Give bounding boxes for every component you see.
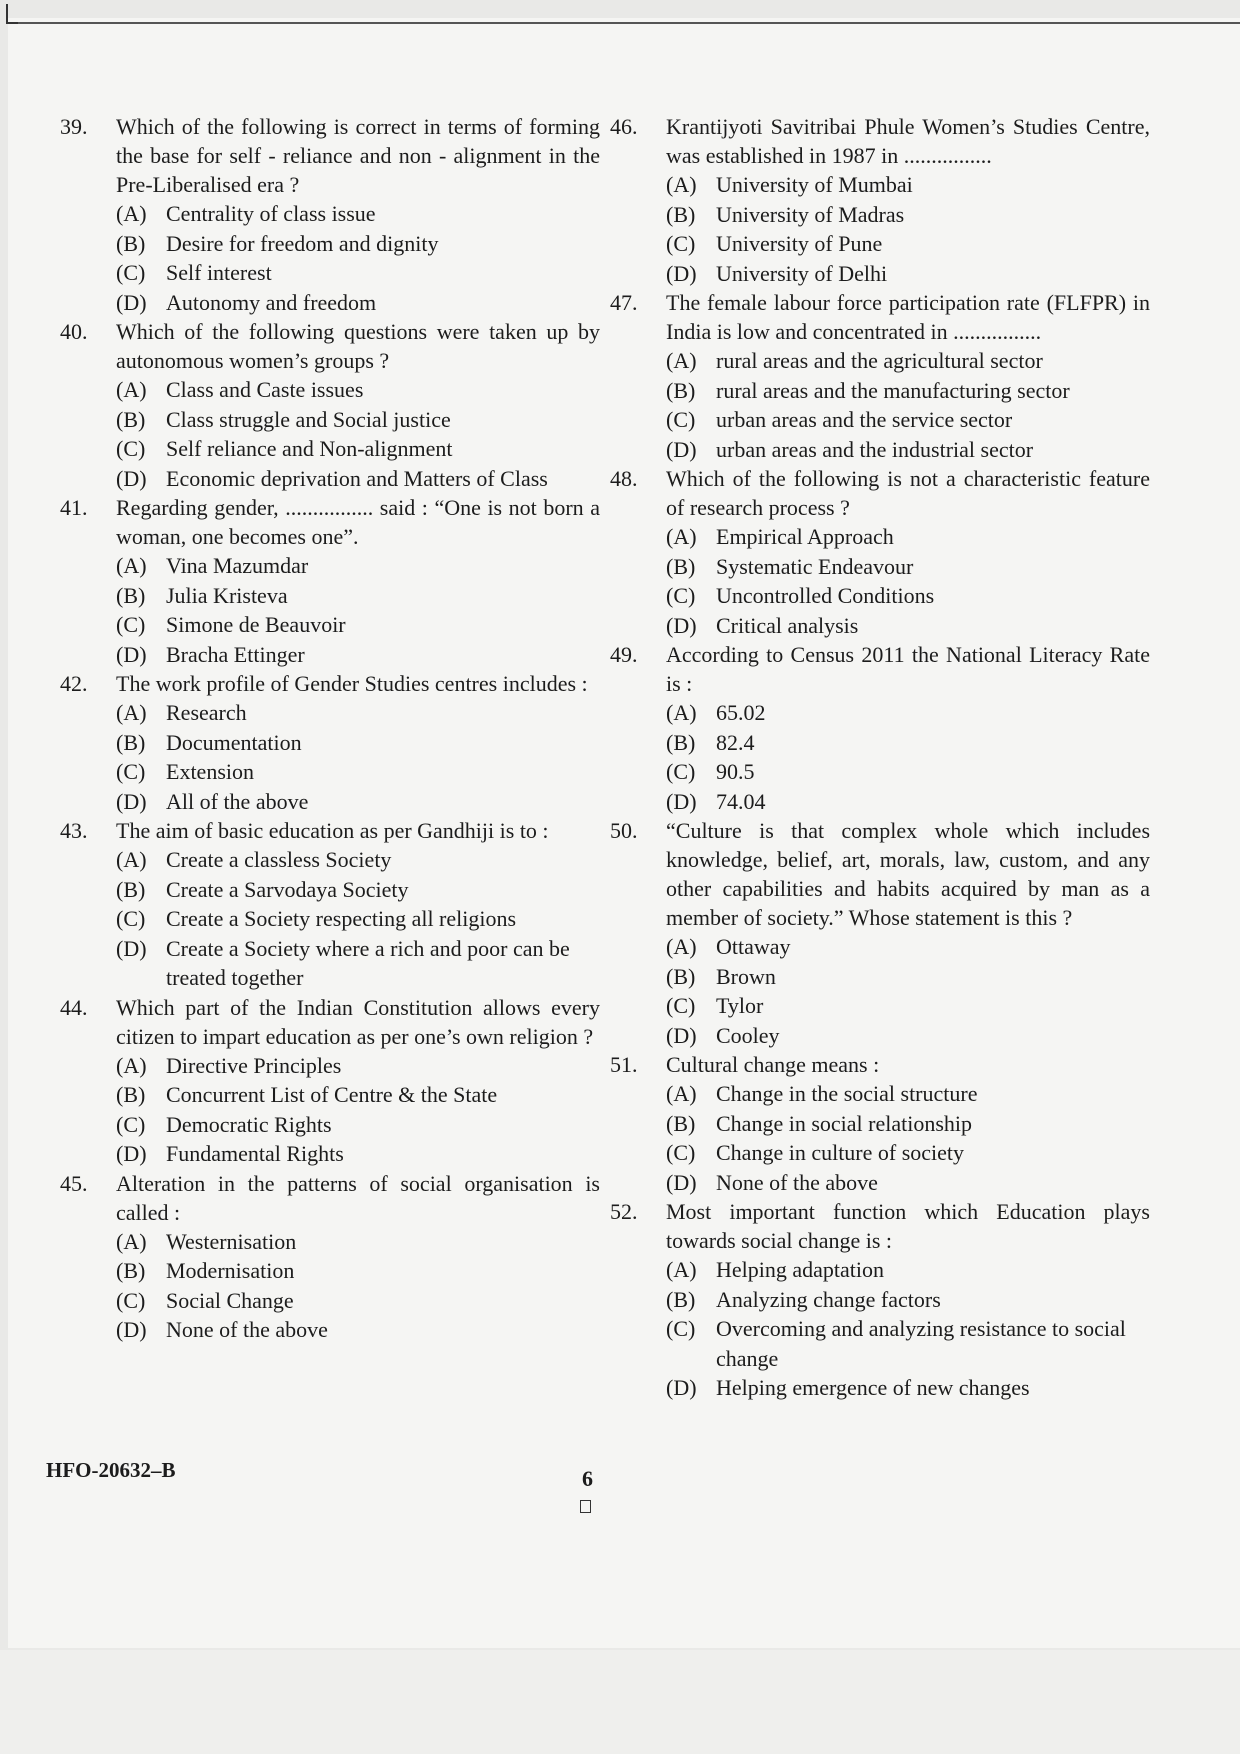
option-item [666,698,1150,728]
question-39 [60,112,600,317]
option-item [116,1080,600,1110]
option-text: Modernisation [166,1258,295,1283]
question-number: 39. [60,114,88,139]
question-text: The aim of basic education as per Gandhiji is to : [116,818,549,843]
option-text: Ottaway [716,934,791,959]
option-text: Systematic Endeavour [716,553,914,579]
option-item [116,1110,600,1140]
option-item [116,757,600,787]
option-text: Desire for freedom and dignity [166,230,439,256]
question-number: 49. [610,642,638,667]
option-text: University of Pune [716,231,883,256]
option-item [116,288,600,318]
question-number: 42. [60,671,88,696]
option-label: (A) [116,1228,147,1254]
option-label: (D) [116,465,147,491]
option-text: Fundamental Rights [166,1141,344,1166]
option-label: (B) [116,406,146,432]
option-item [666,757,1150,787]
option-item [666,259,1150,289]
option-label: (D) [666,260,697,286]
option-item [116,934,600,993]
left-column [60,112,600,1345]
option-label: (D) [116,641,147,667]
option-text: Self interest [166,260,272,285]
option-label: (B) [666,377,696,403]
option-text: urban areas and the service sector [716,407,1013,432]
option-list [666,698,1150,816]
option-text: Class and Caste issues [166,377,364,402]
option-text: 74.04 [716,788,766,814]
option-label: (A) [666,1257,697,1282]
option-item [666,1255,1150,1285]
option-text: Create a Society respecting all religions [166,906,517,931]
option-item [116,698,600,728]
option-item [116,464,600,494]
option-label: (B) [666,1110,696,1136]
question-text: Cultural change means : [666,1052,880,1077]
question-44 [60,993,600,1169]
option-list [116,1227,600,1345]
question-50 [610,816,1150,1050]
option-item [116,875,600,905]
option-list [666,1079,1150,1197]
option-text: Analyzing change factors [716,1286,941,1312]
option-text: 90.5 [716,759,755,784]
question-number: 48. [610,466,638,491]
question-text: The female labour force participation rate (FLFPR) in India is low and concentrated in ................ [666,290,1150,344]
option-item [666,962,1150,992]
option-item [116,229,600,259]
option-text: Research [166,700,247,725]
option-text: University of Mumbai [716,172,913,197]
option-label: (A) [116,377,147,402]
square-mark-icon [580,1500,591,1513]
option-label: (B) [116,582,146,608]
question-text: Alteration in the patterns of social organisation is called : [116,1170,600,1225]
option-text: Centrality of class issue [166,201,376,226]
option-text: 65.02 [716,700,766,725]
option-text: Documentation [166,729,302,755]
option-label: (C) [666,231,696,256]
question-number: 44. [60,994,88,1020]
option-label: (D) [116,935,147,961]
option-item [116,1315,600,1345]
option-item [116,375,600,405]
option-text: Concurrent List of Centre & the State [166,1082,498,1107]
option-item [666,1373,1150,1403]
option-label: (C) [666,759,696,784]
question-number: 41. [60,495,88,520]
option-item [666,405,1150,435]
question-text: Most important function which Education plays towards social change is : [666,1199,1150,1253]
option-item [666,170,1150,200]
option-item [116,199,600,229]
question-text: Krantijyoti Savitribai Phule Women’s Studies Centre, was established in 1987 in ................ [666,114,1150,168]
option-text: Bracha Ettinger [166,641,305,667]
option-label: (C) [116,1111,146,1137]
option-label: (A) [666,934,697,959]
option-text: Empirical Approach [716,524,894,549]
option-label: (A) [666,348,697,373]
option-text: Create a Sarvodaya Society [166,876,409,902]
option-item [116,640,600,670]
option-text: Cooley [716,1022,780,1048]
question-49 [610,640,1150,816]
question-text: Which part of the Indian Constitution allows every citizen to impart education as per one’s own religion ? [116,994,600,1049]
question-46 [610,112,1150,288]
option-text: Democratic Rights [166,1111,332,1137]
option-label: (B) [116,1258,146,1283]
option-item [116,787,600,817]
option-text: rural areas and the agricultural sector [716,348,1043,373]
option-item [666,787,1150,817]
option-text: Brown [716,963,776,989]
option-label: (C) [116,906,146,931]
question-text: Which of the following questions were taken up by autonomous women’s groups ? [116,319,600,373]
option-item [116,1227,600,1257]
question-45 [60,1169,600,1345]
option-text: Simone de Beauvoir [166,612,346,637]
option-text: Extension [166,759,254,784]
option-text: urban areas and the industrial sector [716,436,1034,462]
option-list [116,698,600,816]
option-list [116,199,600,317]
bottom-margin [0,1650,1240,1754]
question-number: 40. [60,319,88,344]
option-label: (D) [666,1169,697,1195]
option-label: (A) [666,524,697,549]
option-label: (B) [666,201,696,227]
question-41 [60,493,600,669]
question-number: 45. [60,1170,88,1196]
option-label: (D) [116,289,147,315]
option-label: (D) [116,1141,147,1166]
question-number: 47. [610,290,638,315]
question-text: The work profile of Gender Studies centres includes : [116,671,588,696]
option-text: University of Madras [716,201,905,227]
option-list [666,932,1150,1050]
option-list [666,346,1150,464]
option-item [666,1168,1150,1198]
option-text: Change in the social structure [716,1081,978,1106]
option-label: (C) [116,612,146,637]
option-text: Critical analysis [716,612,859,638]
option-label: (A) [116,553,147,578]
option-text: Create a classless Society [166,847,392,872]
option-label: (B) [116,876,146,902]
option-text: Directive Principles [166,1052,342,1078]
option-label: (C) [666,1140,696,1165]
option-item [666,200,1150,230]
option-text: rural areas and the manufacturing sector [716,377,1070,403]
question-number: 51. [610,1052,638,1077]
option-label: (B) [666,963,696,989]
option-label: (B) [666,729,696,755]
option-text: Uncontrolled Conditions [716,583,935,608]
option-list [666,170,1150,288]
option-label: (C) [666,583,696,608]
option-item [666,932,1150,962]
option-item [666,1079,1150,1109]
option-text: None of the above [716,1169,878,1195]
option-label: (D) [116,788,147,814]
option-label: (D) [666,612,697,638]
option-list [116,1051,600,1169]
option-label: (D) [666,1022,697,1048]
option-label: (A) [666,700,697,725]
corner-mark [6,4,18,24]
question-text: Regarding gender, ................ said : “One is not born a woman, one becomes one”. [116,495,600,549]
option-list [116,845,600,993]
option-text: Vina Mazumdar [166,553,309,578]
option-item [116,728,600,758]
paper-code: HFO-20632–B [46,1458,176,1482]
option-text: None of the above [166,1317,328,1342]
option-text: Westernisation [166,1228,297,1254]
question-48 [610,464,1150,640]
option-label: (B) [116,729,146,755]
option-text: All of the above [166,788,309,814]
question-number: 43. [60,818,88,843]
option-label: (A) [116,201,147,226]
option-label: (D) [116,1317,147,1342]
question-43 [60,816,600,993]
option-label: (A) [116,847,147,872]
option-item [666,522,1150,552]
option-label: (B) [666,553,696,579]
question-text: “Culture is that complex whole which includes knowledge, belief, art, morals, law, custom, and any other capabilities and habits acquired by man as a member of society.” Whose statement is this ? [666,818,1150,930]
option-item [666,611,1150,641]
option-text: Create a Society where a rich and poor can be treated together [166,935,570,990]
option-text: Overcoming and analyzing resistance to social change [716,1316,1126,1371]
option-label: (B) [116,230,146,256]
top-rule [8,22,1240,24]
option-item [666,991,1150,1021]
option-item [116,258,600,288]
option-label: (D) [666,436,697,462]
option-label: (B) [116,1082,146,1107]
option-item [666,1285,1150,1315]
question-number: 50. [610,818,638,843]
option-label: (A) [116,1052,147,1078]
option-label: (A) [116,700,147,725]
option-text: University of Delhi [716,260,888,286]
option-label: (C) [116,260,146,285]
right-column [610,112,1150,1403]
option-item [666,1109,1150,1139]
page-number: 6 [582,1466,593,1491]
option-text: 82.4 [716,729,755,755]
option-text: Autonomy and freedom [166,289,377,315]
question-text: According to Census 2011 the National Literacy Rate is : [666,642,1150,696]
option-item [666,552,1150,582]
question-text: Which of the following is correct in terms of forming the base for self - reliance and non - alignment in the Pre-Liberalised era ? [116,114,600,197]
option-item [666,1314,1150,1373]
question-51 [610,1050,1150,1197]
option-text: Social Change [166,1287,294,1313]
option-label: (A) [666,1081,697,1106]
option-item [666,728,1150,758]
option-item [666,376,1150,406]
option-item [116,610,600,640]
option-item [116,1051,600,1081]
option-label: (C) [116,759,146,784]
option-item [666,346,1150,376]
option-label: (A) [666,172,697,197]
option-text: Change in social relationship [716,1110,972,1136]
question-text: Which of the following is not a characteristic feature of research process ? [666,466,1150,520]
option-item [116,904,600,934]
option-label: (C) [666,407,696,432]
option-item [666,435,1150,465]
option-list [116,551,600,669]
option-item [116,405,600,435]
option-text: Tylor [716,993,764,1018]
option-text: Helping emergence of new changes [716,1375,1030,1400]
option-label: (C) [666,993,696,1018]
option-label: (C) [116,436,146,461]
question-47 [610,288,1150,464]
question-52 [610,1197,1150,1403]
option-item [116,434,600,464]
option-text: Self reliance and Non-alignment [166,436,453,461]
option-item [666,1021,1150,1051]
option-list [116,375,600,493]
option-label: (C) [666,1316,696,1341]
option-list [666,522,1150,640]
option-item [116,551,600,581]
option-label: (C) [116,1287,146,1313]
option-text: Economic deprivation and Matters of Class [166,465,548,491]
option-text: Change in culture of society [716,1140,965,1165]
question-42 [60,669,600,816]
question-number: 52. [610,1199,638,1224]
question-40 [60,317,600,493]
question-number: 46. [610,114,638,139]
option-label: (D) [666,788,697,814]
option-list [666,1255,1150,1403]
option-text: Class struggle and Social justice [166,406,451,432]
option-item [666,1138,1150,1168]
option-item [666,581,1150,611]
option-label: (B) [666,1286,696,1312]
option-text: Helping adaptation [716,1257,885,1282]
option-item [116,845,600,875]
option-label: (D) [666,1375,697,1400]
option-item [116,581,600,611]
option-item [116,1139,600,1169]
option-item [116,1256,600,1286]
option-text: Julia Kristeva [166,582,288,608]
option-item [666,229,1150,259]
option-item [116,1286,600,1316]
